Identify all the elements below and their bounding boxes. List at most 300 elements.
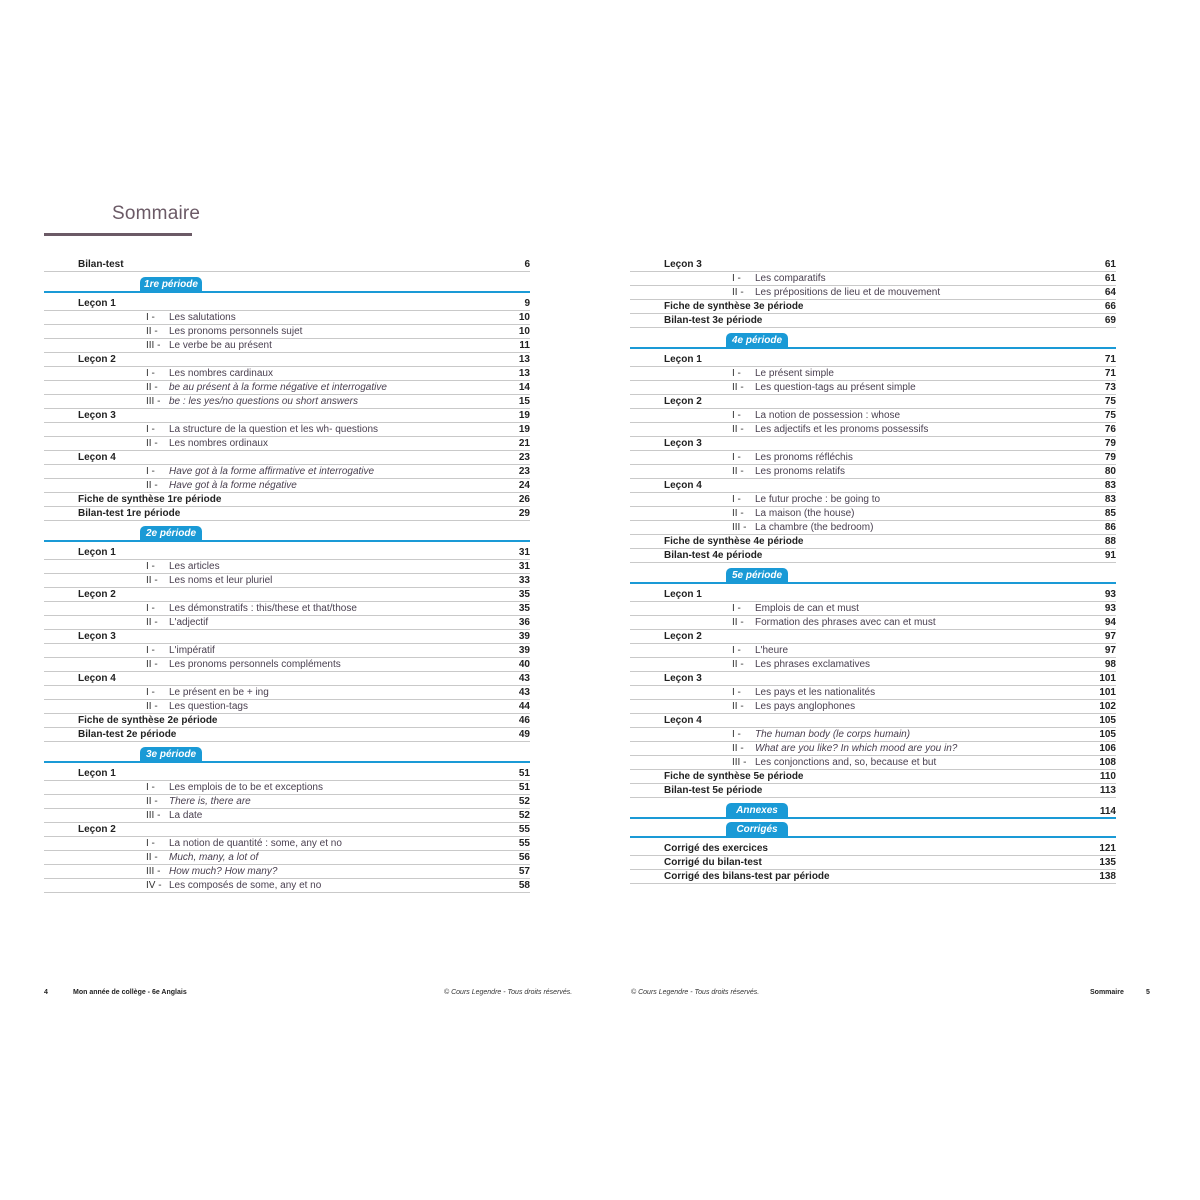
toc-entry[interactable]: [44, 325, 530, 339]
toc-entry-numeral: III -: [732, 757, 747, 768]
toc-entry[interactable]: [630, 686, 1116, 700]
toc-page-number: 13: [518, 368, 530, 379]
toc-entry-label: Bilan-test: [78, 259, 124, 270]
toc-page-number: 79: [1104, 438, 1116, 449]
toc-entry[interactable]: [630, 616, 1116, 630]
toc-entry[interactable]: [44, 809, 530, 823]
toc-entry-label: Leçon 2: [78, 824, 116, 835]
toc-entry[interactable]: [44, 507, 530, 521]
toc-entry[interactable]: [44, 353, 530, 367]
toc-entry-label: Leçon 2: [78, 589, 116, 600]
toc-entry-label: Leçon 2: [664, 396, 702, 407]
toc-entry-numeral: I -: [146, 424, 155, 435]
toc-page-number: 39: [518, 631, 530, 642]
toc-entry-label: Les comparatifs: [755, 273, 826, 284]
toc-entry[interactable]: [630, 367, 1116, 381]
toc-entry-numeral: II -: [146, 326, 158, 337]
toc-entry-numeral: II -: [146, 796, 158, 807]
toc-page-number: 88: [1104, 536, 1116, 547]
toc-entry[interactable]: [44, 409, 530, 423]
toc-entry-label: Leçon 4: [78, 673, 116, 684]
footer-left-copyright: © Cours Legendre - Tous droits réservés.: [444, 989, 573, 996]
toc-entry-numeral: IV -: [146, 880, 162, 891]
toc-entry-numeral: I -: [146, 466, 155, 477]
toc-entry[interactable]: [44, 700, 530, 714]
toc-page-number: 19: [518, 424, 530, 435]
toc-page-number: 69: [1104, 315, 1116, 326]
toc-page-number: 49: [518, 729, 530, 740]
toc-entry-label: Leçon 3: [78, 631, 116, 642]
toc-page-number: 110: [1099, 771, 1116, 782]
toc-entry[interactable]: [44, 465, 530, 479]
toc-entry[interactable]: [44, 630, 530, 644]
toc-entry-label: Formation des phrases avec can et must: [755, 617, 936, 628]
toc-entry-label: Les salutations: [169, 312, 236, 323]
toc-entry[interactable]: [44, 395, 530, 409]
toc-entry[interactable]: [44, 493, 530, 507]
toc-entry-label: Corrigé du bilan-test: [664, 857, 762, 868]
toc-entry-label: Corrigé des exercices: [664, 843, 768, 854]
toc-entry-label: The human body (le corps humain): [755, 729, 911, 740]
toc-entry-numeral: II -: [732, 382, 744, 393]
toc-page-number: 105: [1099, 715, 1116, 726]
toc-page-number: 80: [1104, 466, 1116, 477]
toc-entry[interactable]: [630, 770, 1116, 784]
toc-entry-label: Les articles: [169, 561, 220, 572]
toc-entry-numeral: II -: [146, 480, 158, 491]
toc-entry[interactable]: [630, 549, 1116, 563]
toc-entry-label: Leçon 1: [78, 298, 116, 309]
toc-entry[interactable]: [44, 644, 530, 658]
toc-entry[interactable]: [44, 437, 530, 451]
toc-page-number: 10: [518, 312, 530, 323]
toc-page-number: 83: [1104, 480, 1116, 491]
toc-entry-numeral: I -: [732, 645, 741, 656]
footer-book-title: Mon année de collège - 6e Anglais: [73, 989, 187, 996]
toc-page-number: 98: [1104, 659, 1116, 670]
toc-page-number: 31: [518, 547, 530, 558]
toc-entry[interactable]: [630, 409, 1116, 423]
toc-entry[interactable]: [44, 479, 530, 493]
toc-page-number: 44: [518, 701, 530, 712]
toc-page-number: 35: [518, 589, 530, 600]
toc-page-number: 6: [524, 259, 530, 270]
toc-entry-label: Bilan-test 2e période: [78, 729, 177, 740]
toc-entry[interactable]: [630, 451, 1116, 465]
toc-entry[interactable]: [44, 258, 530, 272]
toc-page-number: 55: [518, 824, 530, 835]
toc-entry[interactable]: [630, 493, 1116, 507]
toc-page-number: 40: [518, 659, 530, 670]
toc-entry[interactable]: [630, 465, 1116, 479]
toc-page-number: 97: [1104, 631, 1116, 642]
toc-entry[interactable]: [44, 339, 530, 353]
toc-page-number: 113: [1099, 785, 1116, 796]
toc-entry-label: Leçon 3: [78, 410, 116, 421]
toc-entry-label: Leçon 4: [78, 452, 116, 463]
toc-entry[interactable]: [44, 672, 530, 686]
toc-entry-label: Fiche de synthèse 1re période: [78, 494, 222, 505]
toc-entry[interactable]: [44, 658, 530, 672]
toc-page-number: 97: [1104, 645, 1116, 656]
section-tab[interactable]: Annexes: [726, 803, 788, 819]
toc-entry-label: Les noms et leur pluriel: [169, 575, 273, 586]
toc-entry-label: Bilan-test 1re période: [78, 508, 181, 519]
page-title: Sommaire: [112, 203, 201, 224]
toc-right-column: [630, 258, 1116, 884]
toc-entry[interactable]: [630, 353, 1116, 367]
toc-entry-label: Les pronoms relatifs: [755, 466, 846, 477]
toc-page-number: 138: [1099, 871, 1116, 882]
toc-page-number: 75: [1104, 396, 1116, 407]
title-underline: [44, 233, 192, 236]
toc-entry-label: Les pronoms personnels sujet: [169, 326, 303, 337]
toc-entry-numeral: II -: [146, 382, 158, 393]
toc-entry-label: La date: [169, 810, 203, 821]
toc-entry[interactable]: [630, 842, 1116, 856]
toc-entry-label: Fiche de synthèse 5e période: [664, 771, 804, 782]
toc-entry[interactable]: [44, 837, 530, 851]
toc-entry[interactable]: [630, 588, 1116, 602]
toc-page-number: 75: [1104, 410, 1116, 421]
toc-page-number: 43: [518, 673, 530, 684]
section-tab[interactable]: 3e période: [140, 747, 202, 763]
toc-entry-label: Bilan-test 4e période: [664, 550, 763, 561]
toc-entry-numeral: III -: [146, 866, 161, 877]
toc-entry[interactable]: [630, 602, 1116, 616]
toc-page-number: 35: [518, 603, 530, 614]
toc-entry[interactable]: [630, 728, 1116, 742]
toc-entry-label: Les prépositions de lieu et de mouvement: [755, 287, 941, 298]
toc-entry-label: Much, many, a lot of: [169, 852, 259, 863]
toc-entry-label: Les adjectifs et les pronoms possessifs: [755, 424, 929, 435]
toc-entry[interactable]: [44, 546, 530, 560]
toc-entry-label: Le présent simple: [755, 368, 834, 379]
toc-entry[interactable]: [44, 795, 530, 809]
toc-page-number: 13: [518, 354, 530, 365]
toc-entry-numeral: I -: [146, 782, 155, 793]
toc-entry[interactable]: [44, 602, 530, 616]
toc-page-number: 33: [518, 575, 530, 586]
toc-entry-label: Les pronoms réfléchis: [755, 452, 853, 463]
toc-entry[interactable]: [44, 297, 530, 311]
toc-page-number: 86: [1104, 522, 1116, 533]
toc-entry[interactable]: [44, 728, 530, 742]
toc-entry-label: Leçon 1: [78, 768, 116, 779]
section-tab[interactable]: 4e période: [726, 333, 788, 349]
toc-page-number: 23: [518, 466, 530, 477]
toc-entry[interactable]: [44, 451, 530, 465]
toc-page-number: 61: [1104, 259, 1116, 270]
toc-entry-numeral: II -: [146, 701, 158, 712]
toc-entry-numeral: I -: [732, 603, 741, 614]
toc-entry-numeral: II -: [732, 424, 744, 435]
toc-page-number: 114: [1099, 806, 1116, 817]
toc-entry-label: Leçon 2: [664, 631, 702, 642]
toc-page-number: 85: [1104, 508, 1116, 519]
toc-page-number: 51: [518, 782, 530, 793]
toc-entry[interactable]: [630, 286, 1116, 300]
toc-entry-label: Leçon 4: [664, 480, 702, 491]
toc-entry[interactable]: [630, 258, 1116, 272]
toc-page-number: 71: [1104, 368, 1116, 379]
toc-page-number: 46: [518, 715, 530, 726]
footer-right-page-number: 5: [1146, 989, 1150, 996]
toc-entry[interactable]: [630, 672, 1116, 686]
toc-entry-numeral: II -: [732, 466, 744, 477]
toc-page-number: 121: [1099, 843, 1116, 854]
toc-page-number: 51: [518, 768, 530, 779]
toc-entry-numeral: I -: [732, 410, 741, 421]
toc-entry[interactable]: [44, 879, 530, 893]
toc-page-number: 102: [1099, 701, 1116, 712]
toc-entry[interactable]: [630, 714, 1116, 728]
toc-page-number: 39: [518, 645, 530, 656]
toc-entry[interactable]: [44, 616, 530, 630]
toc-page-number: 55: [518, 838, 530, 849]
toc-entry-numeral: III -: [146, 396, 161, 407]
toc-entry[interactable]: [630, 700, 1116, 714]
toc-page-number: 43: [518, 687, 530, 698]
toc-entry-numeral: III -: [146, 340, 161, 351]
toc-entry-label: Leçon 3: [664, 438, 702, 449]
section-band: [44, 528, 530, 542]
toc-page-number: 29: [518, 508, 530, 519]
toc-page-number: 101: [1099, 687, 1116, 698]
toc-page-number: 36: [518, 617, 530, 628]
toc-entry[interactable]: [630, 658, 1116, 672]
toc-page-number: 19: [518, 410, 530, 421]
toc-entry-numeral: I -: [146, 561, 155, 572]
toc-entry-label: Les conjonctions and, so, because et but: [755, 757, 937, 768]
toc-page-number: 105: [1099, 729, 1116, 740]
toc-entry[interactable]: [44, 574, 530, 588]
toc-entry[interactable]: [630, 742, 1116, 756]
toc-entry-numeral: II -: [146, 852, 158, 863]
toc-entry-numeral: I -: [146, 603, 155, 614]
toc-entry-label: Les pronoms personnels compléments: [169, 659, 341, 670]
toc-entry-numeral: II -: [146, 659, 158, 670]
section-band: [630, 570, 1116, 584]
toc-entry-numeral: II -: [732, 508, 744, 519]
toc-entry-label: Leçon 1: [664, 589, 702, 600]
toc-entry-label: Leçon 3: [664, 259, 702, 270]
toc-entry[interactable]: [44, 851, 530, 865]
toc-entry-label: be : les yes/no questions ou short answers: [169, 396, 358, 407]
toc-entry-label: Leçon 3: [664, 673, 702, 684]
toc-page-number: 14: [518, 382, 530, 393]
toc-entry-label: Fiche de synthèse 3e période: [664, 301, 804, 312]
toc-page-number: 106: [1099, 743, 1116, 754]
toc-entry-numeral: II -: [146, 617, 158, 628]
toc-entry[interactable]: [44, 588, 530, 602]
toc-entry-label: Corrigé des bilans-test par période: [664, 871, 830, 882]
toc-page-number: 21: [518, 438, 530, 449]
toc-entry[interactable]: [630, 870, 1116, 884]
toc-entry-numeral: II -: [732, 287, 744, 298]
toc-entry-label: Le présent en be + ing: [169, 687, 269, 698]
toc-entry-label: Les pays et les nationalités: [755, 687, 876, 698]
toc-entry[interactable]: [44, 865, 530, 879]
toc-entry-numeral: I -: [146, 645, 155, 656]
toc-entry-numeral: II -: [146, 438, 158, 449]
toc-entry-label: Les nombres cardinaux: [169, 368, 273, 379]
toc-entry[interactable]: [630, 535, 1116, 549]
toc-page-number: 31: [518, 561, 530, 572]
toc-page-number: 94: [1104, 617, 1116, 628]
footer-right-copyright: © Cours Legendre - Tous droits réservés.: [631, 989, 760, 996]
toc-entry-label: Bilan-test 3e période: [664, 315, 763, 326]
toc-page-number: 11: [519, 340, 530, 351]
toc-entry-label: Emplois de can et must: [755, 603, 859, 614]
toc-entry-numeral: I -: [146, 838, 155, 849]
toc-entry-label: La maison (the house): [755, 508, 855, 519]
toc-entry-label: Fiche de synthèse 4e période: [664, 536, 804, 547]
section-tab[interactable]: Corrigés: [726, 822, 788, 838]
toc-page-number: 91: [1104, 550, 1116, 561]
toc-entry[interactable]: [44, 781, 530, 795]
toc-entry[interactable]: [44, 823, 530, 837]
toc-entry[interactable]: [44, 311, 530, 325]
toc-entry-label: Les nombres ordinaux: [169, 438, 268, 449]
section-band: [44, 749, 530, 763]
toc-entry-numeral: I -: [732, 273, 741, 284]
toc-entry[interactable]: [630, 437, 1116, 451]
section-tab[interactable]: 2e période: [140, 526, 202, 542]
toc-entry-label: Les phrases exclamatives: [755, 659, 871, 670]
toc-entry-label: La notion de possession : whose: [755, 410, 901, 421]
toc-page-number: 10: [518, 326, 530, 337]
toc-entry-label: be au présent à la forme négative et interrogative: [169, 382, 387, 393]
toc-entry-numeral: I -: [732, 368, 741, 379]
toc-page-number: 93: [1104, 589, 1116, 600]
toc-entry-label: Leçon 1: [664, 354, 702, 365]
toc-page-number: 76: [1104, 424, 1116, 435]
toc-entry-label: L'heure: [755, 645, 789, 656]
toc-entry-label: How much? How many?: [169, 866, 278, 877]
toc-entry-numeral: I -: [146, 368, 155, 379]
toc-entry-label: Le futur proche : be going to: [755, 494, 881, 505]
toc-entry-numeral: I -: [732, 729, 741, 740]
toc-entry[interactable]: [44, 367, 530, 381]
toc-entry-numeral: I -: [732, 452, 741, 463]
toc-entry-numeral: I -: [146, 687, 155, 698]
toc-page-number: 56: [518, 852, 530, 863]
toc-page-number: 9: [524, 298, 530, 309]
toc-entry-numeral: II -: [732, 659, 744, 670]
toc-page-number: 26: [518, 494, 530, 505]
toc-entry-numeral: I -: [732, 687, 741, 698]
toc-page-number: 135: [1099, 857, 1116, 868]
toc-page-number: 58: [518, 880, 530, 891]
toc-page-number: 61: [1104, 273, 1116, 284]
toc-entry[interactable]: [630, 479, 1116, 493]
toc-entry-label: Les démonstratifs : this/these et that/those: [169, 603, 357, 614]
toc-entry-numeral: II -: [732, 617, 744, 628]
toc-entry-label: Les question-tags au présent simple: [755, 382, 916, 393]
toc-entry-label: Have got à la forme affirmative et interrogative: [169, 466, 375, 477]
toc-entry[interactable]: [44, 560, 530, 574]
toc-page-number: 24: [518, 480, 530, 491]
toc-entry-numeral: III -: [732, 522, 747, 533]
toc-page-number: 52: [518, 810, 530, 821]
toc-entry-label: L'impératif: [169, 645, 215, 656]
section-band: [630, 824, 1116, 838]
toc-page-number: 108: [1099, 757, 1116, 768]
toc-entry[interactable]: [44, 714, 530, 728]
toc-left-column: [44, 258, 530, 893]
toc-entry-label: Les pays anglophones: [755, 701, 856, 712]
section-band: [44, 279, 530, 293]
toc-page-number: 93: [1104, 603, 1116, 614]
toc-entry-label: Bilan-test 5e période: [664, 785, 763, 796]
toc-entry[interactable]: [630, 644, 1116, 658]
toc-page-number: 66: [1104, 301, 1116, 312]
toc-entry[interactable]: [630, 272, 1116, 286]
toc-entry[interactable]: [630, 521, 1116, 535]
toc-entry[interactable]: [44, 767, 530, 781]
toc-entry[interactable]: [630, 756, 1116, 770]
toc-entry-label: Leçon 2: [78, 354, 116, 365]
toc-entry-label: Leçon 4: [664, 715, 702, 726]
toc-entry-label: Les composés de some, any et no: [169, 880, 322, 891]
toc-entry[interactable]: [630, 784, 1116, 798]
toc-page-number: 101: [1099, 673, 1116, 684]
toc-entry-label: L'adjectif: [169, 617, 209, 628]
toc-entry-label: Le verbe be au présent: [169, 340, 272, 351]
toc-entry-label: Leçon 1: [78, 547, 116, 558]
toc-entry[interactable]: [44, 381, 530, 395]
toc-entry-label: Have got à la forme négative: [169, 480, 297, 491]
toc-entry[interactable]: [630, 856, 1116, 870]
toc-entry-label: There is, there are: [169, 796, 251, 807]
toc-entry-numeral: II -: [732, 743, 744, 754]
toc-page-number: 73: [1104, 382, 1116, 393]
toc-entry-label: Les question-tags: [169, 701, 248, 712]
toc-entry[interactable]: [630, 300, 1116, 314]
section-band: [630, 805, 1116, 819]
toc-page-number: 52: [518, 796, 530, 807]
toc-entry-numeral: II -: [146, 575, 158, 586]
toc-entry-numeral: I -: [146, 312, 155, 323]
toc-entry[interactable]: [630, 507, 1116, 521]
section-tab[interactable]: 5e période: [726, 568, 788, 584]
section-band: [630, 335, 1116, 349]
toc-entry[interactable]: [630, 423, 1116, 437]
toc-page-number: 83: [1104, 494, 1116, 505]
toc-entry-numeral: I -: [732, 494, 741, 505]
toc-entry[interactable]: [630, 395, 1116, 409]
toc-entry[interactable]: [44, 686, 530, 700]
toc-entry[interactable]: [630, 630, 1116, 644]
toc-entry-label: La notion de quantité : some, any et no: [169, 838, 342, 849]
toc-entry[interactable]: [630, 381, 1116, 395]
toc-page-number: 15: [518, 396, 530, 407]
toc-page-number: 79: [1104, 452, 1116, 463]
toc-entry-label: Fiche de synthèse 2e période: [78, 715, 218, 726]
toc-entry-label: Les emplois de to be et exceptions: [169, 782, 323, 793]
toc-page-number: 23: [518, 452, 530, 463]
toc-page-number: 64: [1104, 287, 1116, 298]
toc-entry[interactable]: [630, 314, 1116, 328]
toc-entry-numeral: III -: [146, 810, 161, 821]
toc-page-number: 71: [1104, 354, 1116, 365]
toc-entry[interactable]: [44, 423, 530, 437]
footer-section-name: Sommaire: [1090, 989, 1124, 996]
footer-left-page-number: 4: [44, 989, 48, 996]
section-tab[interactable]: 1re période: [140, 277, 202, 293]
toc-entry-label: La structure de la question et les wh- questions: [169, 424, 379, 435]
